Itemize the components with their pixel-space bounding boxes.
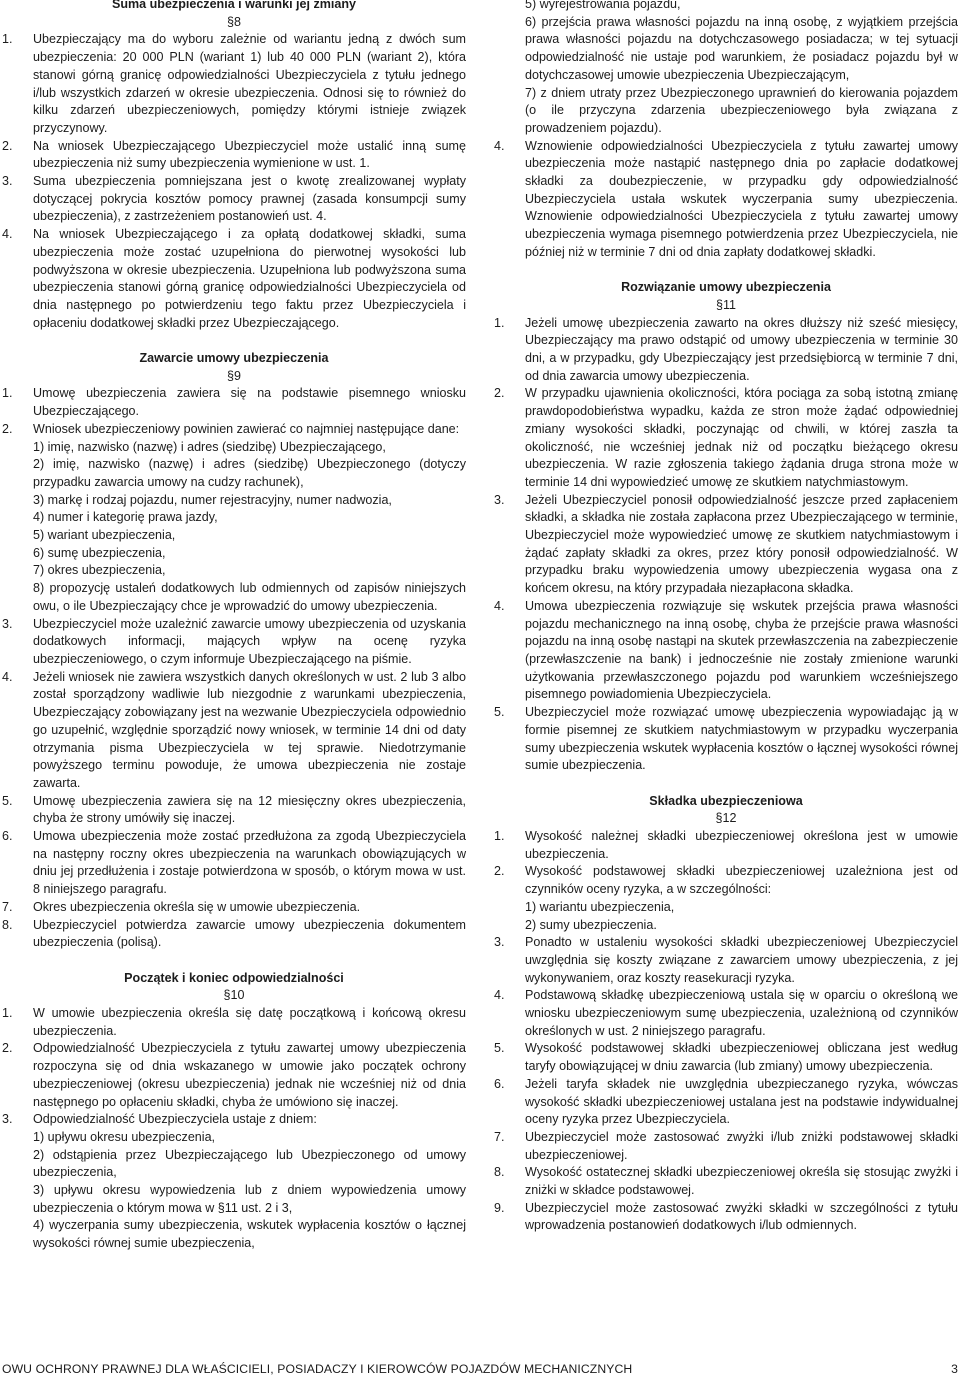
item-body (33, 421, 466, 616)
section-spacer (2, 952, 466, 970)
item-number: 2. (494, 386, 505, 401)
item-body (525, 598, 958, 704)
section-spacer (494, 262, 958, 280)
item-number: 7. (494, 1129, 505, 1144)
sub-item-text: 6) przejścia prawa własności pojazdu na inną osobę, z wyjątkiem przejścia prawa własności pojazdu na dotychczasowego posiadacza; w tej sytuacji odpowiedzialność nie ustaje pod warunkiem, że posiadacz pojazdu był w dotychczasowej umowie ubezpieczenia Ubezpieczającym, (525, 14, 958, 82)
list-item (494, 1200, 958, 1235)
item-number: 4. (2, 669, 13, 684)
item-text: Umowę ubezpieczenia zawiera się na podstawie pisemnego wniosku Ubezpieczającego. (33, 386, 466, 419)
section-heading: Składka ubezpieczeniowa (649, 793, 803, 808)
item-number: 3. (2, 174, 13, 189)
list-item (494, 987, 958, 1040)
item-number: 1. (2, 386, 13, 401)
list-item (2, 421, 466, 616)
item-text: Umowę ubezpieczenia zawiera się na 12 miesięczny okres ubezpieczenia, chyba że strony umówiły się inaczej. (33, 793, 466, 826)
list-item (2, 1111, 466, 1253)
item-number: 1. (494, 829, 505, 844)
item-body (33, 138, 466, 173)
item-body (33, 793, 466, 828)
item-body (525, 315, 958, 386)
item-text: Wysokość podstawowej składki ubezpieczeniowej uzależniona jest od czynników oceny ryzyka, a w szczególności: (525, 864, 958, 897)
list-item (2, 138, 466, 173)
paragraph-symbol: §12 (715, 811, 737, 826)
item-number: 2. (2, 138, 13, 153)
list-item (2, 1005, 466, 1040)
item-body (33, 226, 466, 332)
list-item (2, 173, 466, 226)
list-item (2, 616, 466, 669)
item-number: 6. (494, 1076, 505, 1091)
sub-item: 2) sumy ubezpieczenia. (525, 917, 657, 932)
item-number: 3. (2, 1112, 13, 1127)
list-item (494, 704, 958, 775)
item-body (525, 987, 958, 1040)
item-body (525, 1076, 958, 1129)
item-indent (494, 0, 525, 14)
item-text: Ubezpieczyciel może uzależnić zawarcie umowy ubezpieczenia od uzyskania dodatkowych informacji, mających wpływ na ocenę ryzyka ubezpieczeniowego, o czym informuje Ubezpieczającego na piśmie. (33, 616, 466, 666)
item-body (33, 1040, 466, 1111)
item-body (33, 828, 466, 899)
sub-item: 8) propozycję ustaleń dodatkowych lub odmiennych od zapisów niniejszych owu, o ile Ubezpieczający chce je wprowadzić do umowy ubezpieczenia. (33, 581, 466, 613)
item-number: 5. (494, 1041, 505, 1056)
item-text: Wniosek ubezpieczeniowy powinien zawierać co najmniej następujące dane: (33, 421, 460, 436)
sub-item: 1) wariantu ubezpieczenia, (525, 899, 675, 914)
item-indent (494, 85, 525, 138)
list-item (494, 85, 958, 138)
item-body (33, 669, 466, 793)
item-text: Jeżeli umowę ubezpieczenia zawarto na okres dłuższy niż sześć miesięcy, Ubezpieczający ma prawo odstąpić od umowy ubezpieczenia w terminie 30 dni, a w przypadku, gdy Ubezpieczający jest przedsiębiorcą w terminie 7 dni, od dnia zawarcia umowy ubezpieczenia. (525, 315, 958, 383)
item-body (525, 1129, 958, 1164)
item-text: Umowa ubezpieczenia rozwiązuje się wskutek przejścia prawa własności pojazdu mechanicznego na inną osobę, chyba że przejście prawa własności pojazdu na inną osobę nastąpi na skutek przewłaszczenia na zabezpieczenie (przewłaszczenie na bank) i jednocześnie nie zostały zmienione warunki użytkowania przewłaszczonego pojazdu pod warunkiem wcześniejszego pisemnego powiadomienia Ubezpieczyciela. (525, 598, 958, 702)
list-item (494, 1076, 958, 1129)
sub-item-text: 7) z dniem utraty przez Ubezpieczonego uprawnień do kierowania pojazdem (o ile przyczyna zdarzenia ubezpieczeniowego była związana z prowadzeniem pojazdu). (525, 85, 958, 135)
item-body (525, 704, 958, 775)
item-text: Wysokość ostatecznej składki ubezpieczeniowej określa się stosując zwyżki i zniżki w składce podstawowej. (525, 1165, 958, 1198)
item-body (33, 1111, 466, 1253)
right-column (494, 0, 958, 1235)
item-text: Na wniosek Ubezpieczającego i za opłatą dodatkowej składki, suma ubezpieczenia może zostać uzupełniona do pierwotnej wysokości lub podwyższona w okresie ubezpieczenia. Uzupełniona lub podwyższona suma ubezpieczenia stanowi górną granicę odpowiedzialności Ubezpieczyciela od dnia następnego po potwierdzeniu tego faktu przez Ubezpieczyciela i opłaceniu dodatkowej składki przez Ubezpieczającego. (33, 227, 466, 330)
item-number: 5. (494, 705, 505, 720)
item-number: 1. (494, 315, 505, 330)
item-number: 9. (494, 1200, 505, 1215)
item-number: 8. (2, 917, 13, 932)
item-text: Odpowiedzialność Ubezpieczyciela z tytułu zawartej umowy ubezpieczenia rozpoczyna się od dnia wskazanego w umowie jako początek ochrony ubezpieczeniowej (okresu ubezpieczenia) jednak nie wcześniej niż od dnia następnego po opłaceniu składki, chyba że umówiono się inaczej. (33, 1041, 466, 1109)
list-item (2, 899, 466, 917)
item-text: Ubezpieczyciel potwierdza zawarcie umowy ubezpieczenia dokumentem ubezpieczenia (polisą). (33, 917, 466, 950)
list-item (2, 1040, 466, 1111)
item-body (33, 917, 466, 952)
item-text: W przypadku ujawnienia okoliczności, która pociąga za sobą istotną zmianę prawdopodobieństwa wypadku, każda ze stron może żądać odpowiedniej zmiany wysokości składki, poczynając od chwili, w której zaszła ta okoliczność, nie wcześniej jednak niż od początku bieżącego okresu ubezpieczenia. W razie zgłoszenia takiego żądania druga strona może w terminie 14 dni wypowiedzieć umowę ze skutkiem natychmiastowym. (525, 386, 958, 489)
item-body (525, 492, 958, 598)
item-body (525, 138, 958, 262)
item-body (33, 31, 466, 137)
sub-item: 2) odstąpienia przez Ubezpieczającego lub Ubezpieczonego od umowy ubezpieczenia, (33, 1147, 466, 1180)
item-number: 8. (494, 1165, 505, 1180)
item-text: Ubezpieczyciel może rozwiązać umowę ubezpieczenia wypowiadając ją w formie pisemnej ze skutkiem natychmiastowym w przypadku wyczerpania sumy ubezpieczenia wskutek wypłacenia kosztów o łącznej wysokości równej sumie ubezpieczenia. (525, 705, 958, 773)
item-text: Podstawową składkę ubezpieczeniową ustala się w oparciu o określoną we wniosku ubezpieczeniowym sumę ubezpieczenia, uzależnioną od czynników określonych w ust. 2 niniejszego paragrafu. (525, 988, 958, 1038)
item-body (525, 1040, 958, 1075)
list-item (2, 385, 466, 420)
item-number: 4. (494, 988, 505, 1003)
sub-item: 1) imię, nazwisko (nazwę) i adres (siedzibę) Ubezpieczającego, (33, 439, 386, 454)
item-number: 2. (2, 421, 13, 436)
sub-item: 1) upływu okresu ubezpieczenia, (33, 1129, 216, 1144)
item-number: 4. (2, 227, 13, 242)
item-number: 1. (2, 32, 13, 47)
paragraph-symbol: §10 (223, 988, 245, 1003)
item-text: Jeżeli wniosek nie zawiera wszystkich danych określonych w ust. 2 lub 3 albo został sporządzony wadliwie lub niezgodnie z warunkami ubezpieczenia, Ubezpieczający zobowiązany jest na wezwanie Ubezpieczyciela odpowiednio go uzupełnić, względnie sporządzić nowy wniosek, w terminie 14 dni od daty otrzymania pisma Ubezpieczyciela w tej sprawie. Niedotrzymanie powyższego terminu powoduje, że umowa ubezpieczenia nie zostaje zawarta. (33, 669, 466, 790)
item-number: 4. (494, 138, 505, 153)
item-text: Odpowiedzialność Ubezpieczyciela ustaje z dniem: (33, 1112, 317, 1127)
item-number: 2. (2, 1041, 13, 1056)
paragraph-symbol: §9 (227, 368, 241, 383)
section-heading: Rozwiązanie umowy ubezpieczenia (621, 280, 831, 295)
item-text: Ubezpieczający ma do wyboru zależnie od wariantu jedną z dwóch sum ubezpieczenia: 20 000 PLN (wariant 1) lub 40 000 PLN (wariant 2), która stanowi górną granicę odpowiedzialności Ubezpieczyciela z tytułu jednego i/lub wszystkich zdarzeń w okresie ubezpieczenia. Odnosi się to również do kilku zdarzeń ubezpieczeniowych, pomiędzy którymi istnieje związek przyczynowy. (33, 32, 466, 135)
item-number: 7. (2, 899, 13, 914)
item-body (525, 1200, 958, 1235)
sub-item: 3) markę i rodzaj pojazdu, numer rejestracyjny, numer nadwozia, (33, 492, 392, 507)
item-body (525, 934, 958, 987)
item-number: 4. (494, 598, 505, 613)
sub-item: 7) okres ubezpieczenia, (33, 563, 166, 578)
list-item (494, 828, 958, 863)
item-number: 3. (2, 616, 13, 631)
list-item (494, 1040, 958, 1075)
item-text: Jeżeli Ubezpieczyciel ponosił odpowiedzialność jeszcze przed zapłaceniem składki, a składka nie została zapłacona przez Ubezpieczającego w terminie, Ubezpieczyciel może wypowiedzieć umowę ze skutkiem natychmiastowym i żądać zapłaty składki za okres, przez który ponosił odpowiedzialność. W przypadku braku wypowiedzenia umowy ubezpieczenia wygasa ona z końcem okresu, na który przypadała niezapłacona składka. (525, 492, 958, 596)
item-body (525, 1164, 958, 1199)
item-text: Jeżeli taryfa składek nie uwzględnia ubezpieczanego ryzyka, wówczas wysokość składki ubezpieczeniowej ustalana jest na podstawie indywidualnej oceny ryzyka przez Ubezpieczyciela. (525, 1076, 958, 1127)
section-heading: Zawarcie umowy ubezpieczenia (139, 351, 329, 366)
list-item (494, 598, 958, 704)
item-body (33, 173, 466, 226)
list-item (494, 385, 958, 491)
list-item (494, 934, 958, 987)
list-item (2, 828, 466, 899)
item-number: 5. (2, 793, 13, 808)
section-heading: Suma ubezpieczenia i warunki jej zmiany (111, 0, 357, 11)
list-item (494, 0, 958, 14)
item-text: Ponadto w ustaleniu wysokości składki ubezpieczeniowej Ubezpieczyciel uwzględnia się koszty związane z zawarciem umowy ubezpieczenia, z jej wykonywaniem, oraz koszty reasekuracji ryzyka. (525, 935, 958, 985)
list-item (494, 863, 958, 934)
list-item (2, 669, 466, 793)
item-body (525, 863, 958, 934)
list-item (494, 1129, 958, 1164)
item-body (33, 899, 466, 917)
item-body (525, 385, 958, 491)
sub-item: 4) numer i kategorię prawa jazdy, (33, 510, 218, 525)
item-text: Ubezpieczyciel może zastosować zwyżki składki w szczególności z tytułu wprowadzenia postanowień dodatkowych i/lub odmiennych. (525, 1200, 958, 1233)
list-item (494, 14, 958, 85)
item-text: Ubezpieczyciel może zastosować zwyżki i/lub zniżki podstawowej składki ubezpieczeniowej. (525, 1129, 958, 1162)
item-text: Wznowienie odpowiedzialności Ubezpieczyciela z tytułu zawartej umowy ubezpieczenia może nastąpić następnego dnia po zapłacie dodatkowej składki za doubezpieczenie, w przypadku gdy odpowiedzialność Ubezpieczyciela ustała wskutek wyczerpania sumy ubezpieczenia. Wznowienie odpowiedzialności Ubezpieczyciela z tytułu zawartej umowy ubezpieczenia wymaga pisemnego potwierdzenia przez Ubezpieczyciela, nie później niż w terminie 7 dni od dnia zapłaty dodatkowej składki. (525, 138, 958, 259)
item-body (33, 1005, 466, 1040)
sub-item: 2) imię, nazwisko (nazwę) i adres (siedzibę) Ubezpieczonego (dotyczy przypadku zawarcia umowy na cudzy rachunek), (33, 457, 466, 489)
item-text: Na wniosek Ubezpieczającego Ubezpieczyciel może ustalić inną sumę ubezpieczenia niż sumy ubezpieczenia wymienione w ust. 1. (33, 138, 466, 171)
list-item (2, 226, 466, 332)
list-item (494, 315, 958, 386)
item-number: 1. (2, 1006, 13, 1021)
item-text: Suma ubezpieczenia pomniejszana jest o kwotę zrealizowanej wypłaty dotyczącej pokrycia kosztów pomocy prawnej (zasada konsumpcji sumy ubezpieczenia), z zastrzeżeniem postanowień ust. 4. (33, 174, 466, 224)
page-number: 3 (951, 1362, 958, 1376)
sub-item: 6) sumę ubezpieczenia, (33, 545, 166, 560)
list-item (494, 138, 958, 262)
item-text: Wysokość podstawowej składki ubezpieczeniowej obliczana jest według taryfy obowiązującej w dniu zawarcia (lub zmiany) umowy ubezpieczenia. (525, 1041, 958, 1074)
item-number: 3. (494, 935, 505, 950)
item-text: Umowa ubezpieczenia może zostać przedłużona za zgodą Ubezpieczyciela na następny roczny okres ubezpieczenia na warunkach obowiązujących w dniu jej przedłużenia i zostaje potwierdzona w sposób, o którym mowa w ust. 8 niniejszego paragrafu. (33, 829, 466, 897)
item-number: 2. (494, 864, 505, 879)
item-number: 6. (2, 829, 13, 844)
footer-document-title: OWU OCHRONY PRAWNEJ DLA WŁAŚCICIELI, POSIADACZY I KIEROWCÓW POJAZDÓW MECHANICZNYCH (2, 1362, 633, 1376)
sub-item: 5) wariant ubezpieczenia, (33, 528, 176, 543)
item-text: Wysokość należnej składki ubezpieczeniowej określona jest w umowie ubezpieczenia. (525, 829, 958, 861)
sub-item-text: 5) wyrejestrowania pojazdu, (525, 0, 681, 11)
list-item (494, 492, 958, 598)
item-body (525, 828, 958, 863)
paragraph-symbol: §11 (715, 297, 736, 312)
item-number: 3. (494, 492, 505, 507)
section-spacer (2, 332, 466, 350)
list-item (494, 1164, 958, 1199)
sub-item: 4) wyczerpania sumy ubezpieczenia, wskutek wypłacenia kosztów o łącznej wysokości równej sumie ubezpieczenia, (33, 1218, 466, 1251)
left-column (2, 0, 466, 1253)
item-text: Okres ubezpieczenia określa się w umowie ubezpieczenia. (33, 899, 361, 914)
section-heading: Początek i koniec odpowiedzialności (124, 970, 344, 985)
list-item (2, 31, 466, 137)
item-indent (494, 14, 525, 85)
section-spacer (494, 775, 958, 793)
paragraph-symbol: §8 (227, 14, 241, 29)
item-body (33, 616, 466, 669)
list-item (2, 793, 466, 828)
page-footer (2, 1360, 958, 1378)
item-text: W umowie ubezpieczenia określa się datę początkową i końcową okresu ubezpieczenia. (33, 1006, 466, 1038)
item-body (33, 385, 466, 420)
list-item (2, 917, 466, 952)
sub-item: 3) upływu okresu wypowiedzenia lub z dniem wypowiedzenia umowy ubezpieczenia o którym mowa w §11 ust. 2 i 3, (33, 1183, 466, 1215)
